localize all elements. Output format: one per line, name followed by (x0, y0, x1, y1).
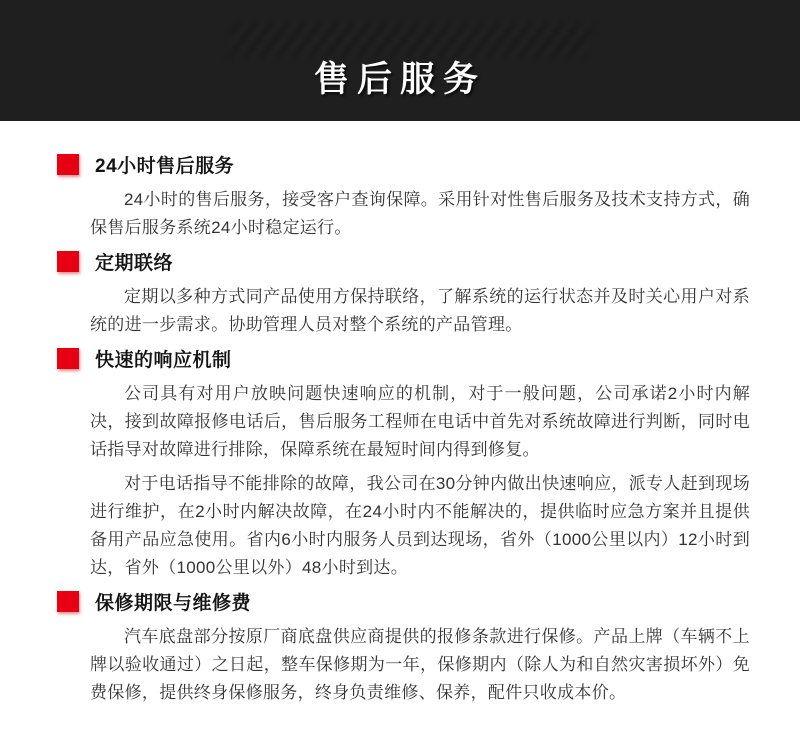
red-square-bullet-icon (57, 154, 79, 175)
section-heading: 保修期限与维修费 (95, 592, 252, 614)
section-heading: 24小时售后服务 (95, 155, 235, 177)
section-warranty-fees (57, 588, 750, 707)
section-header (57, 248, 750, 274)
content (0, 121, 800, 707)
section-24h-service (57, 151, 750, 242)
section-fast-response (57, 345, 750, 582)
red-square-bullet-icon (57, 348, 79, 369)
section-paragraph: 汽车底盘部分按原厂商底盘供应商提供的报修条款进行保修。产品上牌（车辆不上牌以验收通过）之日起，整车保修期为一年，保修期内（除人为和自然灾害损坏外）免费保修，提供终身保修服务，终身负责维修、保养，配件只收成本价。 (90, 627, 750, 702)
section-header (57, 345, 750, 371)
red-square-bullet-icon (57, 251, 79, 272)
section-header (57, 588, 750, 614)
red-square-bullet-icon (57, 591, 79, 612)
page-title: 售后服务 (313, 60, 486, 99)
section-heading: 快速的响应机制 (95, 349, 232, 371)
section-paragraph: 定期以多种方式同产品使用方保持联络，了解系统的运行状态并及时关心用户对系统的进一步需求。协助管理人员对整个系统的产品管理。 (90, 287, 750, 334)
section-paragraph: 公司具有对用户放映问题快速响应的机制，对于一般问题，公司承诺2小时内解决，接到故障报修电话后，售后服务工程师在电话中首先对系统故障进行判断，同时电话指导对故障进行排除，保障系统在最短时间内得到修复。 (90, 384, 750, 459)
section-paragraph: 对于电话指导不能排除的故障，我公司在30分钟内做出快速响应，派专人赶到现场进行维护，在2小时内解决故障，在24小时内不能解决的，提供临时应急方案并且提供备用产品应急使用。省内6小时内服务人员到达现场，省外（1000公里以内）12小时到达，省外（1000公里以外）48小时到达。 (90, 474, 750, 577)
section-header (57, 151, 750, 177)
section-paragraph: 24小时的售后服务，接受客户查询保障。采用针对性售后服务及技术支持方式，确保售后服务系统24小时稳定运行。 (90, 190, 750, 237)
header-banner (0, 0, 800, 121)
section-heading: 定期联络 (95, 252, 174, 274)
section-regular-contact (57, 248, 750, 339)
